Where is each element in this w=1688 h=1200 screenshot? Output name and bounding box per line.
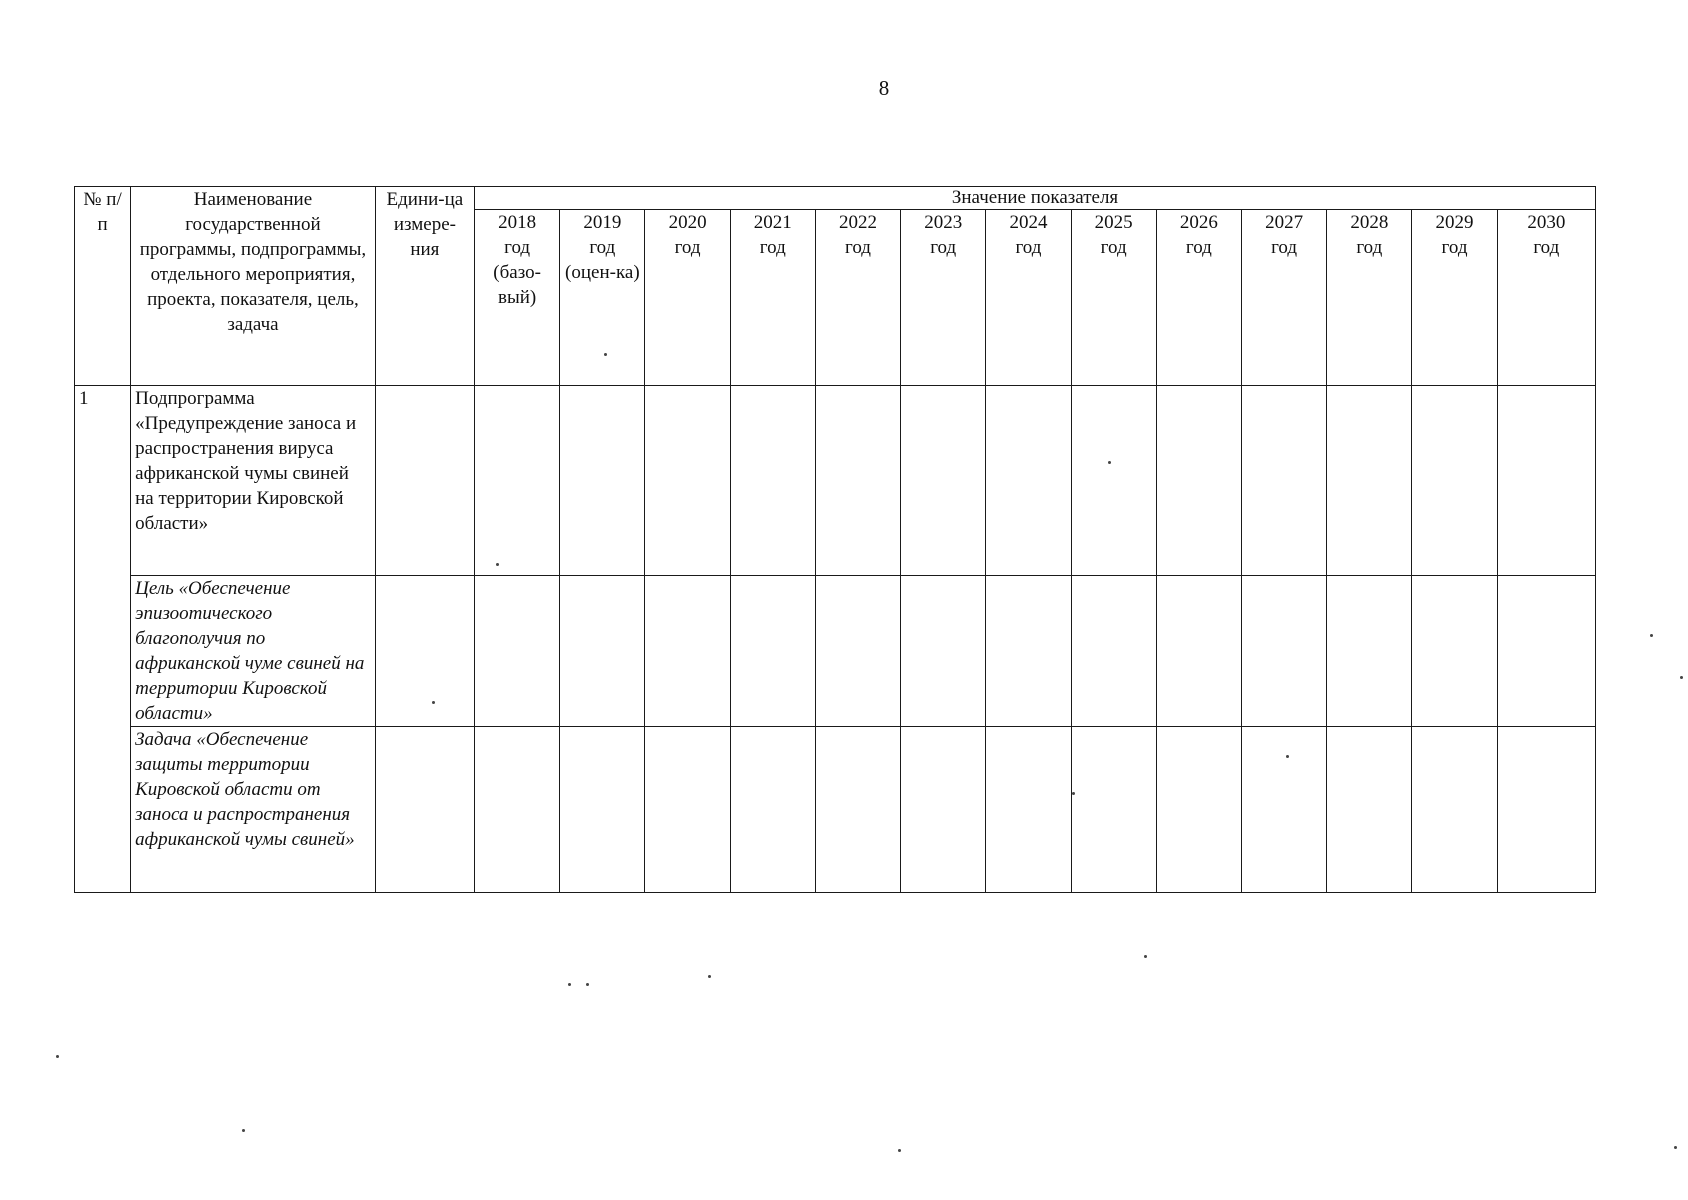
header-year-suffix: год: [845, 237, 871, 258]
value-cell: [1156, 576, 1241, 727]
value-cell: [730, 576, 815, 727]
table-row: [75, 576, 1596, 727]
header-year-2020: [645, 210, 730, 386]
header-year-suffix: год: [1185, 237, 1212, 258]
value-cell: [645, 576, 730, 727]
value-cell: [1412, 386, 1497, 576]
value-cell: [1412, 727, 1497, 893]
value-cell: [475, 576, 560, 727]
value-cell: [1156, 386, 1241, 576]
value-cell: [1327, 727, 1412, 893]
scan-speck: [496, 563, 499, 566]
header-year-suffix: год: [1015, 237, 1042, 258]
header-year-year: 2026: [1179, 212, 1218, 233]
indicators-table: [74, 186, 1596, 893]
value-cell: [1412, 576, 1497, 727]
row-name: Цель «Обеспечение эпизоотического благополучия по африканской чуме свиней на территории Кировской области»: [131, 576, 376, 727]
header-year-suffix: год: [1356, 237, 1383, 258]
value-cell: [1327, 386, 1412, 576]
header-year-2025: [1071, 210, 1156, 386]
value-cell: [986, 386, 1071, 576]
header-year-year: 2020: [668, 212, 707, 233]
value-cell: [1241, 386, 1326, 576]
value-cell: [815, 576, 900, 727]
table-body: [75, 386, 1596, 893]
value-cell: [1497, 727, 1595, 893]
header-year-2030: [1497, 210, 1595, 386]
value-cell: [1241, 727, 1326, 893]
scan-speck: [1680, 676, 1683, 679]
value-cell: [901, 576, 986, 727]
scan-speck: [1286, 755, 1289, 758]
header-year-year: 2022: [839, 212, 877, 233]
header-year-2027: [1241, 210, 1326, 386]
scan-speck: [898, 1149, 901, 1152]
table-row: [75, 727, 1596, 893]
row-unit: [375, 386, 474, 576]
value-cell: [475, 727, 560, 893]
header-year-year: 2028: [1350, 212, 1389, 233]
header-year-2022: [815, 210, 900, 386]
value-cell: [645, 386, 730, 576]
header-year-2021: [730, 210, 815, 386]
row-unit: [375, 727, 474, 893]
value-cell: [1497, 576, 1595, 727]
scan-speck: [1108, 461, 1111, 464]
value-cell: [475, 386, 560, 576]
value-cell: [901, 727, 986, 893]
value-cell: [815, 386, 900, 576]
value-cell: [560, 386, 645, 576]
value-cell: [730, 386, 815, 576]
value-cell: [1156, 727, 1241, 893]
scan-speck: [242, 1129, 245, 1132]
scan-speck: [1144, 955, 1147, 958]
header-year-suffix: год: [674, 237, 701, 258]
header-year-suffix: год: [1271, 237, 1298, 258]
header-year-year: 2025: [1094, 212, 1133, 233]
value-cell: [560, 727, 645, 893]
value-cell: [1071, 386, 1156, 576]
scan-speck: [604, 353, 607, 356]
header-year-2024: [986, 210, 1071, 386]
header-num: № п/п: [75, 187, 131, 386]
header-year-2019: [560, 210, 645, 386]
row-name: Задача «Обеспечение защиты территории Кировской области от заноса и распространения африканской чумы свиней»: [131, 727, 376, 893]
value-cell: [815, 727, 900, 893]
table-row: [75, 386, 1596, 576]
scan-speck: [586, 983, 589, 986]
row-unit: [375, 576, 474, 727]
header-year-suffix: год: [930, 237, 957, 258]
header-unit: Едини-ца измере-ния: [375, 187, 474, 386]
header-year-2029: [1412, 210, 1497, 386]
value-cell: [1241, 576, 1326, 727]
header-year-suffix: год: [759, 237, 786, 258]
scan-speck: [432, 701, 435, 704]
value-cell: [1071, 727, 1156, 893]
value-cell: [1071, 576, 1156, 727]
scan-speck: [1072, 792, 1075, 795]
header-values-group: Значение показателя: [475, 187, 1596, 210]
header-year-2028: [1327, 210, 1412, 386]
header-year-year: 2027: [1265, 212, 1304, 233]
header-year-year: 2030: [1527, 212, 1566, 233]
header-year-suffix: год: [1441, 237, 1468, 258]
header-year-year: 2019: [583, 212, 622, 233]
header-year-note: (оцен-ка): [565, 262, 640, 283]
scan-speck: [1674, 1146, 1677, 1149]
scan-speck: [568, 983, 571, 986]
value-cell: [645, 727, 730, 893]
scan-speck: [708, 975, 711, 978]
page-number: 8: [878, 76, 890, 100]
row-number: 1: [75, 386, 131, 893]
header-year-year: 2021: [753, 212, 792, 233]
header-name: Наименование государственной программы, подпрограммы, отдельного мероприятия, проекта, показателя, цель, задача: [131, 187, 376, 386]
value-cell: [986, 576, 1071, 727]
value-cell: [901, 386, 986, 576]
row-name: Подпрограмма «Предупреждение заноса и распространения вируса африканской чумы свиней на территории Кировской области»: [131, 386, 376, 576]
scan-speck: [56, 1055, 59, 1058]
value-cell: [1497, 386, 1595, 576]
header-year-suffix: год: [1533, 237, 1560, 258]
header-row-top: [75, 187, 1596, 210]
header-year-2026: [1156, 210, 1241, 386]
scan-speck: [1650, 634, 1653, 637]
header-year-year: 2029: [1435, 212, 1474, 233]
header-year-year: 2023: [924, 212, 963, 233]
header-year-note: (базо-вый): [493, 262, 541, 308]
value-cell: [560, 576, 645, 727]
header-year-year: 2024: [1009, 212, 1048, 233]
value-cell: [1327, 576, 1412, 727]
header-year-year: 2018: [498, 212, 537, 233]
header-year-suffix: год: [589, 237, 616, 258]
value-cell: [986, 727, 1071, 893]
value-cell: [730, 727, 815, 893]
header-year-suffix: год: [504, 237, 531, 258]
header-year-2023: [901, 210, 986, 386]
header-year-suffix: год: [1100, 237, 1127, 258]
header-year-2018: [475, 210, 560, 386]
